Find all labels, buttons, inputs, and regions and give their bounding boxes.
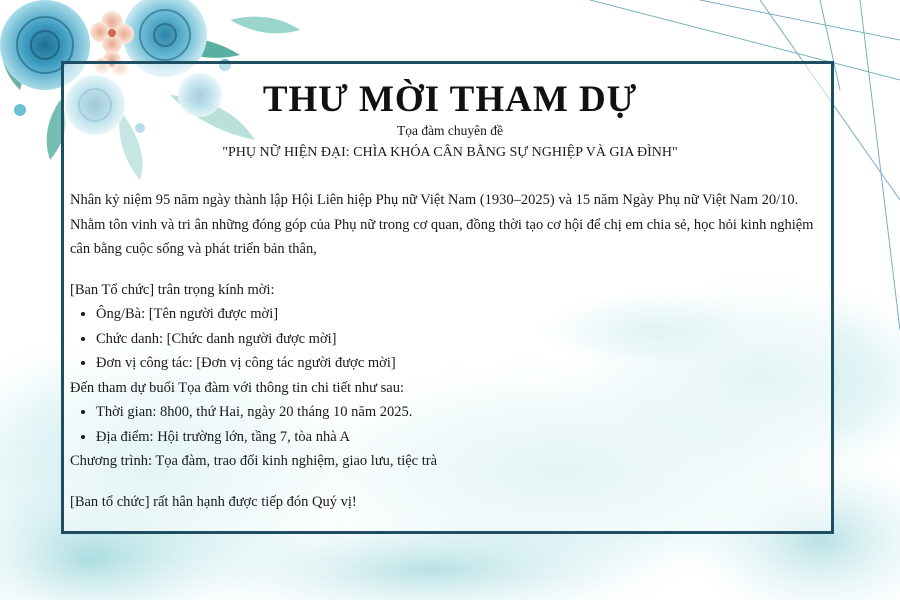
event-time: • Thời gian: 8h00, thứ Hai, ngày 20 tháng 10 năm 2025. xyxy=(96,400,834,425)
invitee-organization: • Đơn vị công tác: [Đơn vị công tác người được mời] xyxy=(96,351,834,376)
program-line: Chương trình: Tọa đàm, trao đổi kinh nghiệm, giao lưu, tiệc trà xyxy=(70,453,438,469)
spacer xyxy=(70,262,834,278)
event-location: • Địa điểm: Hội trường lớn, tầng 7, tòa nhà A xyxy=(96,425,834,450)
intro-paragraph-1: Nhân kỷ niệm 95 năm ngày thành lập Hội Liên hiệp Phụ nữ Việt Nam (1930–2025) và 15 năm Ngày Phụ nữ Việt Nam 20/10. xyxy=(70,192,799,208)
invite-line: [Ban Tổ chức] trân trọng kính mời: xyxy=(70,281,275,298)
details-intro: Đến tham dự buổi Tọa đàm với thông tin chi tiết như sau: xyxy=(70,379,405,396)
invitee-title: • Chức danh: [Chức danh người được mời] xyxy=(96,327,834,352)
details-list xyxy=(70,400,834,449)
invitation-body xyxy=(70,188,834,514)
invitee-list xyxy=(70,302,834,376)
intro-paragraph-2: Nhằm tôn vinh và tri ân những đóng góp của Phụ nữ trong cơ quan, đồng thời tạo cơ hội để chị em chia sẻ, học hỏi kinh nghiệm cân bằng cuộc sống và phát triển bản thân, xyxy=(70,216,814,257)
closing-line: [Ban tổ chức] rất hân hạnh được tiếp đón Quý vị! xyxy=(70,493,357,510)
invitee-name: • Ông/Bà: [Tên người được mời] xyxy=(96,302,834,327)
event-type-subtitle: Tọa đàm chuyên đề xyxy=(396,123,504,138)
event-name: "PHỤ NỮ HIỆN ĐẠI: CHÌA KHÓA CÂN BẰNG SỰ NGHIỆP VÀ GIA ĐÌNH" xyxy=(222,145,678,160)
spacer xyxy=(70,474,834,490)
invitation-title: THƯ MỜI THAM DỰ xyxy=(262,79,638,120)
